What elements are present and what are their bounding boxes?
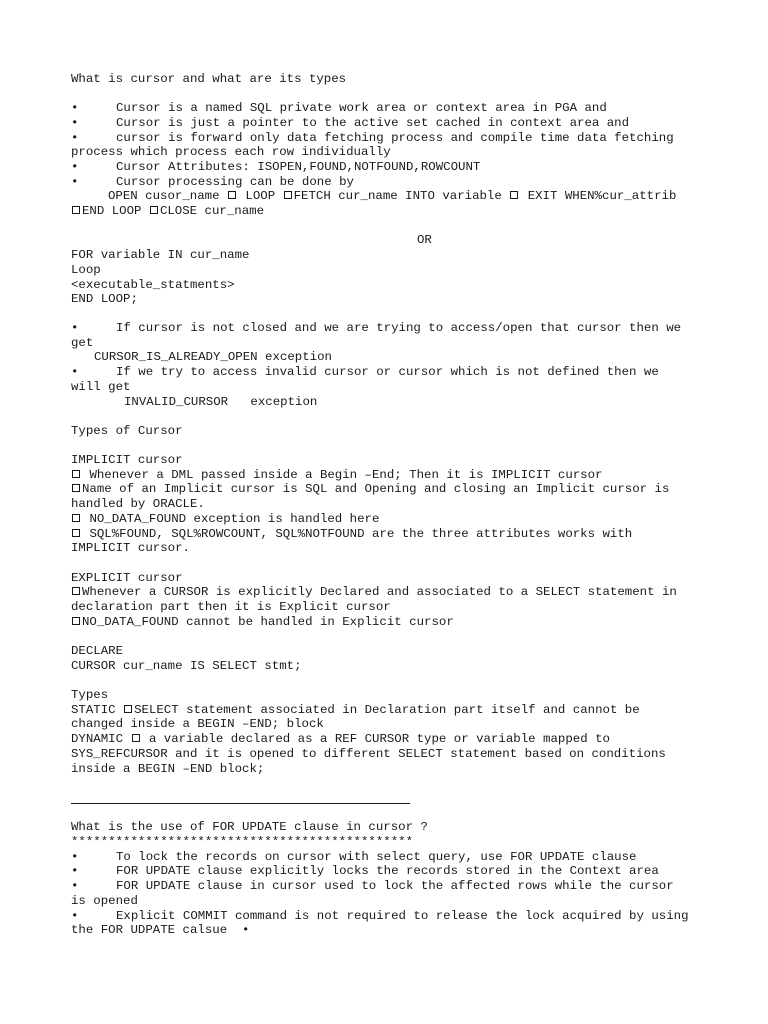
- bullet-item: [71, 116, 629, 130]
- implicit-continuation: handled by ORACLE.: [71, 497, 205, 511]
- implicit-text: NO_DATA_FOUND exception is handled here: [89, 512, 380, 526]
- explicit-point: [71, 615, 454, 629]
- code-line: <executable_statments>: [71, 278, 235, 292]
- dynamic-continuation: SYS_REFCURSOR and it is opened to different SELECT statement based on conditions: [71, 747, 666, 761]
- star-divider: **********************************************: [71, 835, 414, 849]
- code-line: END LOOP;: [71, 292, 138, 306]
- arrow-box-icon: [72, 514, 80, 522]
- bullet-item: [71, 175, 354, 189]
- bullet-item: [71, 850, 637, 864]
- implicit-text: Whenever a DML passed inside a Begin –End; Then it is IMPLICIT cursor: [89, 468, 603, 482]
- flow-open: OPEN cusor_name: [108, 189, 220, 203]
- bullet-text: Cursor Attributes: ISOPEN,FOUND,NOTFOUND,ROWCOUNT: [116, 160, 481, 174]
- bullet-text: Cursor processing can be done by: [116, 175, 354, 189]
- bullet-item: [71, 864, 659, 878]
- arrow-box-icon: [72, 529, 80, 537]
- arrow-box-icon: [132, 734, 140, 742]
- bullet-text: Explicit COMMIT command is not required to release the lock acquired by using: [116, 909, 689, 923]
- explicit-text: NO_DATA_FOUND cannot be handled in Explicit cursor: [82, 615, 454, 629]
- flow-close: CLOSE cur_name: [159, 204, 265, 218]
- types-label: Types: [71, 688, 109, 702]
- or-separator: OR: [417, 233, 432, 247]
- bullet-icon: •: [71, 864, 79, 878]
- bullet-icon: •: [71, 101, 79, 115]
- horizontal-rule: [71, 803, 410, 804]
- implicit-point: [71, 468, 603, 482]
- bullet-icon: •: [242, 923, 250, 937]
- dynamic-continuation: inside a BEGIN –END block;: [71, 762, 265, 776]
- arrow-box-icon: [284, 191, 292, 199]
- cursor-flow-line-1: [108, 189, 676, 203]
- explicit-heading: EXPLICIT cursor: [71, 571, 183, 585]
- arrow-box-icon: [72, 484, 80, 492]
- arrow-box-icon: [72, 470, 80, 478]
- bullet-continuation: will get: [71, 380, 131, 394]
- dynamic-label: DYNAMIC: [71, 732, 124, 746]
- implicit-text: SQL%FOUND, SQL%ROWCOUNT, SQL%NOTFOUND are the three attributes works with: [89, 527, 633, 541]
- bullet-item: [71, 160, 480, 174]
- dynamic-text: a variable declared as a REF CURSOR type or variable mapped to: [148, 732, 610, 746]
- bullet-item: [71, 131, 674, 145]
- arrow-box-icon: [72, 587, 80, 595]
- bullet-text: FOR UPDATE clause explicitly locks the records stored in the Context area: [116, 864, 659, 878]
- implicit-heading: IMPLICIT cursor: [71, 453, 183, 467]
- bullet-icon: •: [71, 160, 79, 174]
- exception-name: INVALID_CURSOR exception: [124, 395, 318, 409]
- explicit-continuation: declaration part then it is Explicit cursor: [71, 600, 391, 614]
- bullet-icon: •: [71, 365, 79, 379]
- heading-for-update: What is the use of FOR UPDATE clause in cursor ?: [71, 820, 428, 834]
- bullet-continuation: get: [71, 336, 94, 350]
- bullet-icon: •: [71, 879, 79, 893]
- flow-fetch: FETCH cur_name INTO variable: [293, 189, 502, 203]
- bullet-text: Cursor is a named SQL private work area or context area in PGA and: [116, 101, 607, 115]
- bullet-item: [71, 101, 607, 115]
- bullet-text: If cursor is not closed and we are trying to access/open that cursor then we: [116, 321, 682, 335]
- implicit-text: Name of an Implicit cursor is SQL and Opening and closing an Implicit cursor is: [82, 482, 670, 496]
- code-line: FOR variable IN cur_name: [71, 248, 250, 262]
- code-line: DECLARE: [71, 644, 124, 658]
- static-label: STATIC: [71, 703, 116, 717]
- bullet-continuation: process which process each row individually: [71, 145, 391, 159]
- implicit-point: [71, 482, 669, 496]
- static-text: SELECT statement associated in Declaration part itself and cannot be: [134, 703, 640, 717]
- static-continuation: changed inside a BEGIN –END; block: [71, 717, 324, 731]
- bullet-text: To lock the records on cursor with select query, use FOR UPDATE clause: [116, 850, 637, 864]
- implicit-point: [71, 527, 632, 541]
- flow-exit: EXIT WHEN%cur_attrib: [527, 189, 677, 203]
- cursor-flow-line-2: [71, 204, 264, 218]
- bullet-continuation: is opened: [71, 894, 138, 908]
- bullet-icon: •: [71, 321, 79, 335]
- bullet-icon: •: [71, 909, 79, 923]
- bullet-text: If we try to access invalid cursor or cursor which is not defined then we: [116, 365, 659, 379]
- bullet-continuation: [71, 923, 249, 937]
- bullet-icon: •: [71, 175, 79, 189]
- bullet-icon: •: [71, 131, 79, 145]
- arrow-box-icon: [72, 617, 80, 625]
- types-heading: Types of Cursor: [71, 424, 183, 438]
- bullet-icon: •: [71, 116, 79, 130]
- implicit-continuation: IMPLICIT cursor.: [71, 541, 190, 555]
- arrow-box-icon: [228, 191, 236, 199]
- arrow-box-icon: [124, 705, 132, 713]
- bullet-text: cursor is forward only data fetching process and compile time data fetching: [116, 131, 674, 145]
- arrow-box-icon: [510, 191, 518, 199]
- bullet-item: [71, 321, 681, 335]
- bullet-text: FOR UPDATE clause in cursor used to lock the affected rows while the cursor: [116, 879, 674, 893]
- code-line: CURSOR cur_name IS SELECT stmt;: [71, 659, 302, 673]
- arrow-box-icon: [72, 206, 80, 214]
- bullet-item: [71, 909, 689, 923]
- explicit-text: Whenever a CURSOR is explicitly Declared and associated to a SELECT statement in: [82, 585, 677, 599]
- explicit-point: [71, 585, 677, 599]
- exception-name: CURSOR_IS_ALREADY_OPEN exception: [94, 350, 332, 364]
- dynamic-type-line: [71, 732, 610, 746]
- bullet-item: [71, 879, 674, 893]
- arrow-box-icon: [150, 206, 158, 214]
- flow-endloop: END LOOP: [82, 204, 142, 218]
- flow-loop: LOOP: [245, 189, 276, 203]
- bullet-item: [71, 365, 659, 379]
- code-line: Loop: [71, 263, 101, 277]
- implicit-point: [71, 512, 379, 526]
- bullet-icon: •: [71, 850, 79, 864]
- bullet-text: Cursor is just a pointer to the active set cached in context area and: [116, 116, 630, 130]
- static-type-line: [71, 703, 640, 717]
- heading-cursor-types: What is cursor and what are its types: [71, 72, 347, 86]
- bullet-text: the FOR UDPATE calsue: [71, 923, 228, 937]
